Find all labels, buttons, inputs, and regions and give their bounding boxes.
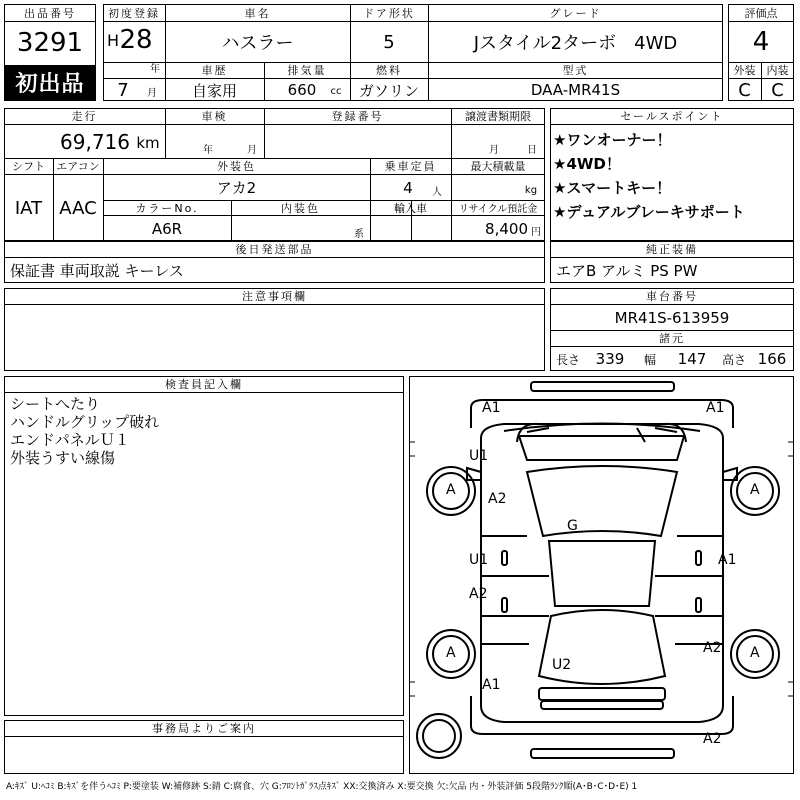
- interior-color-unit: 系: [354, 228, 364, 240]
- recycle-fee: 8,400: [485, 220, 528, 238]
- door-count: 5: [383, 31, 395, 53]
- later-parts-text: 保証書 車両取説 キーレス: [10, 262, 184, 280]
- height-value: 166: [757, 350, 787, 368]
- history-value: 自家用: [191, 81, 237, 100]
- mark-door-left: U1: [469, 552, 489, 568]
- document-day-unit: 日: [527, 144, 537, 156]
- height-label: 高さ: [721, 352, 746, 367]
- chassis-number: MR41S-613959: [614, 308, 730, 327]
- month-unit: 月: [147, 87, 157, 99]
- shift-value: IAT: [14, 197, 43, 219]
- inspector-note: 外装うすい線傷: [10, 449, 116, 467]
- door-type-label: ドア形状: [363, 6, 415, 20]
- document-month-unit: 月: [489, 144, 499, 156]
- fuel-value: ガソリン: [358, 81, 419, 100]
- body-color: アカ2: [216, 179, 257, 197]
- inspection-year-unit: 年: [203, 144, 213, 156]
- capacity-value: 4: [403, 179, 413, 197]
- mark-tailgate: U2: [552, 657, 572, 673]
- registration-month: 7: [117, 80, 129, 100]
- capacity-unit: 人: [432, 186, 442, 198]
- displacement-label: 排気量: [287, 64, 327, 77]
- exterior-grade: C: [738, 79, 751, 101]
- mileage-value: 69,716: [60, 130, 130, 154]
- sales-points-label: セールスポイント: [620, 110, 724, 123]
- exterior-label: 外装: [733, 64, 756, 77]
- sales-point: ★4WD！: [553, 155, 621, 173]
- mark-hood-left: A2: [488, 491, 507, 507]
- model-code: DAA-MR41S: [530, 81, 621, 99]
- equipment-text: エアB アルミ PS PW: [556, 262, 698, 280]
- mark-wheel-rl: A: [446, 645, 456, 661]
- document-deadline-label: 譲渡書類期限: [465, 110, 531, 123]
- mark-rear-fender-right: A2: [703, 640, 722, 656]
- sales-point: ★スマートキー！: [553, 179, 672, 197]
- inspector-note: ハンドルグリップ破れ: [10, 413, 160, 431]
- year-unit: 年: [150, 63, 160, 74]
- mark-wheel-rr: A: [750, 645, 760, 661]
- fuel-label: 燃料: [376, 64, 402, 77]
- recycle-unit: 円: [531, 226, 541, 238]
- capacity-label: 乗車定員: [384, 160, 437, 173]
- score-label: 評価点: [744, 6, 778, 20]
- sales-points-list: [553, 128, 793, 224]
- interior-color-label: 内装色: [281, 201, 320, 215]
- dimensions-label: 諸元: [659, 332, 685, 345]
- mark-roof: G: [567, 518, 578, 534]
- max-load-label: 最大積載量: [470, 160, 526, 173]
- later-parts-label: 後日発送部品: [235, 243, 314, 256]
- mark-rear-door-left: A2: [469, 586, 488, 602]
- car-name-label: 車名: [244, 6, 271, 20]
- interior-grade: C: [771, 79, 784, 101]
- inspection-label: 車検: [201, 110, 228, 123]
- inspection-month-unit: 月: [247, 144, 257, 156]
- model-code-label: 型式: [562, 64, 589, 77]
- inspector-note: エンドパネルＵ１: [10, 431, 130, 449]
- displacement-unit: cc: [330, 85, 342, 97]
- inspector-note: シートへたり: [10, 395, 101, 413]
- body-color-label: 外装色: [217, 160, 256, 173]
- color-number: A6R: [151, 219, 183, 238]
- mark-door-right: A1: [718, 552, 737, 568]
- mark-front-left: A1: [482, 400, 501, 416]
- office-notice-label: 事務局よりご案内: [152, 722, 256, 735]
- grade-label: グレード: [549, 6, 602, 20]
- chassis-number-label: 車台番号: [646, 290, 698, 303]
- legend-text: A:ｷｽﾞ U:ﾍｺﾐ B:ｷｽﾞを伴うﾍｺﾐ P:要塗装 W:補修跡 S:錆 C:腐食、穴 G:ﾌﾛﾝﾄｶﾞﾗｽ点ｷｽﾞ XX:交換済み X:要交換 欠:欠品 内・外装評価 5段階ﾗﾝｸ順(A･B･C･D･E) 1: [6, 782, 638, 792]
- sales-point: ★ワンオーナー！: [553, 131, 672, 149]
- caution-label: 注意事項欄: [242, 290, 307, 303]
- history-label: 車歴: [201, 64, 228, 77]
- width-label: 幅: [643, 352, 656, 367]
- mileage-label: 走行: [71, 110, 98, 123]
- shift-label: シフト: [12, 160, 45, 173]
- first-listing-badge: 初出品: [5, 65, 95, 100]
- registration-year: 28: [119, 25, 153, 55]
- grade-value: Jスタイル2ターボ 4WD: [473, 33, 678, 54]
- auction-score: 4: [752, 27, 770, 57]
- aircon-value: AAC: [59, 197, 97, 219]
- max-load-unit: kg: [524, 184, 538, 196]
- sales-point: ★デュアルブレーキサポート: [553, 203, 745, 221]
- era-letter: H: [106, 30, 120, 50]
- interior-label: 内装: [766, 64, 789, 77]
- first-registration-label: 初度登録: [108, 6, 160, 20]
- mark-front-right: A1: [706, 400, 725, 416]
- mark-wheel-fl: A: [446, 482, 456, 498]
- plate-number-label: 登録番号: [331, 110, 384, 123]
- recycle-label: リサイクル預託金: [458, 204, 538, 215]
- mark-wheel-fr: A: [750, 482, 760, 498]
- mark-rear-bumper: A2: [703, 731, 722, 747]
- inspector-notes: [10, 395, 400, 467]
- lot-number: 3291: [16, 28, 84, 58]
- mark-rear-left: A1: [482, 677, 501, 693]
- color-number-label: カラーNo.: [135, 201, 199, 215]
- car-name: ハスラー: [221, 33, 294, 54]
- length-value: 339: [595, 350, 625, 368]
- car-outline: [409, 376, 794, 774]
- width-value: 147: [677, 350, 707, 368]
- inspector-notes-label: 検査員記入欄: [165, 378, 243, 391]
- mileage-unit: km: [136, 134, 160, 152]
- aircon-label: エアコン: [56, 160, 100, 173]
- import-label: 輸入車: [394, 201, 427, 215]
- mark-fender-left: U1: [469, 448, 489, 464]
- length-label: 長さ: [556, 352, 581, 367]
- equipment-label: 純正装備: [646, 243, 698, 256]
- lot-number-label: 出品番号: [24, 6, 76, 20]
- displacement-value: 660: [287, 81, 317, 99]
